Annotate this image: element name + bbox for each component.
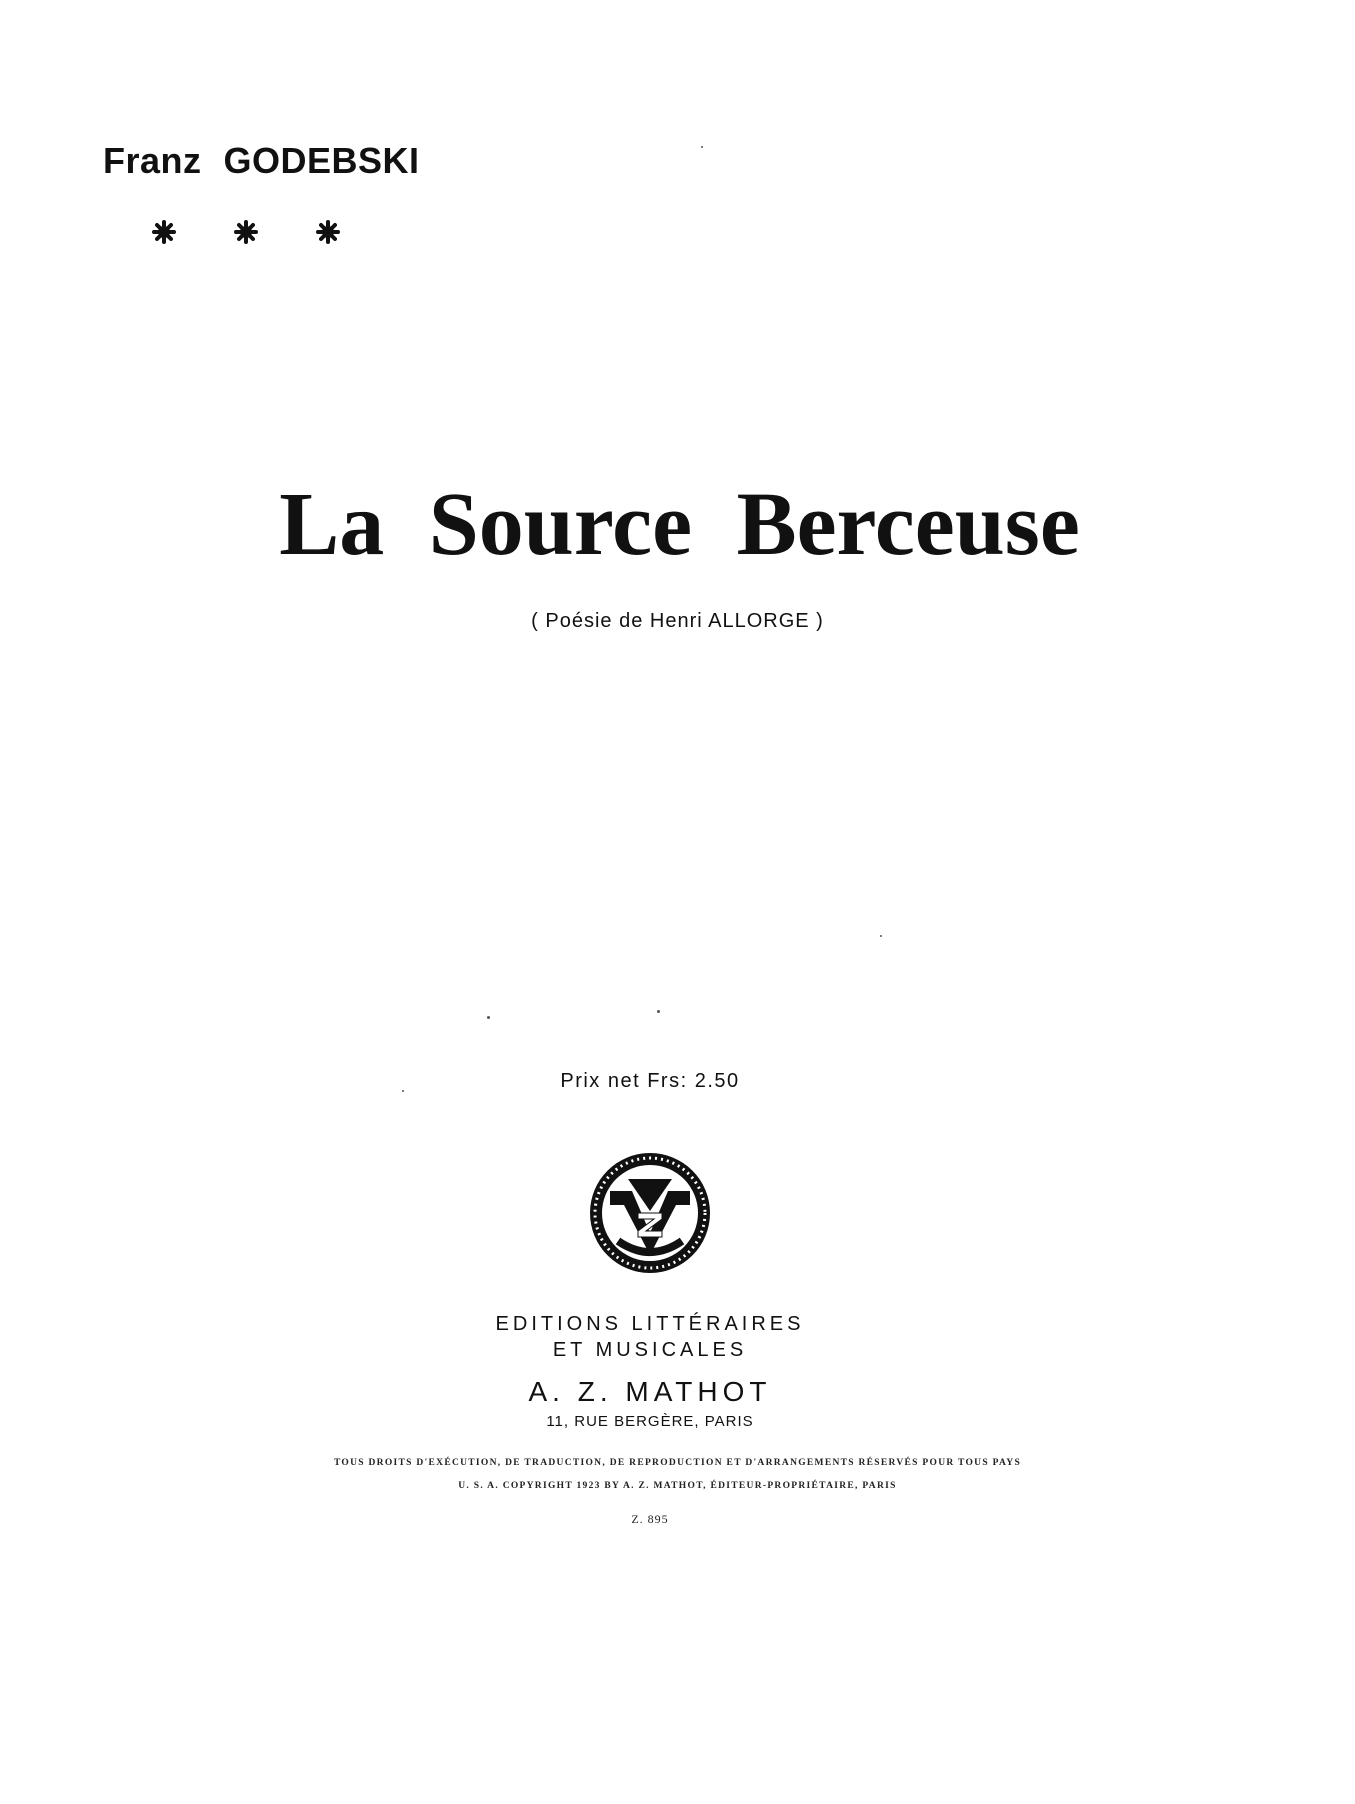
asterisk-flower-icon [236,222,256,242]
asterisk-flower-icon [318,222,338,242]
scan-speck [657,1010,660,1013]
work-title: La Source Berceuse [279,475,1080,574]
plate-number: Z. 895 [631,1512,669,1526]
composer-last-name: GODEBSKI [223,140,420,181]
copyright-notice: U. S. A. COPYRIGHT 1923 BY A. Z. MATHOT, ÉDITEUR-PROPRIÉTAIRE, PARIS [458,1481,897,1491]
price-label: Prix net Frs: 2.50 [560,1070,740,1092]
scan-speck [402,1090,404,1092]
publisher-line-2: ET MUSICALES [552,1339,748,1361]
ornament-row [136,212,356,252]
rights-notice: TOUS DROITS D'EXÉCUTION, DE TRADUCTION, DE REPRODUCTION ET D'ARRANGEMENTS RÉSERVÉS POUR TOUS PAYS [333,1458,1022,1468]
publisher-name: A. Z. MATHOT [528,1376,772,1407]
scan-speck [701,146,703,148]
composer-first-name: Franz [103,140,202,181]
publisher-address: 11, RUE BERGÈRE, PARIS [546,1413,754,1430]
poem-credit: ( Poésie de Henri ALLORGE ) [531,610,824,632]
asterisk-flower-icon [154,222,174,242]
publisher-monogram-seal-icon [588,1151,712,1275]
composer-name [103,140,420,182]
publisher-line-1: EDITIONS LITTÉRAIRES [495,1313,805,1335]
scan-speck [487,1016,490,1019]
scan-speck [880,935,882,937]
